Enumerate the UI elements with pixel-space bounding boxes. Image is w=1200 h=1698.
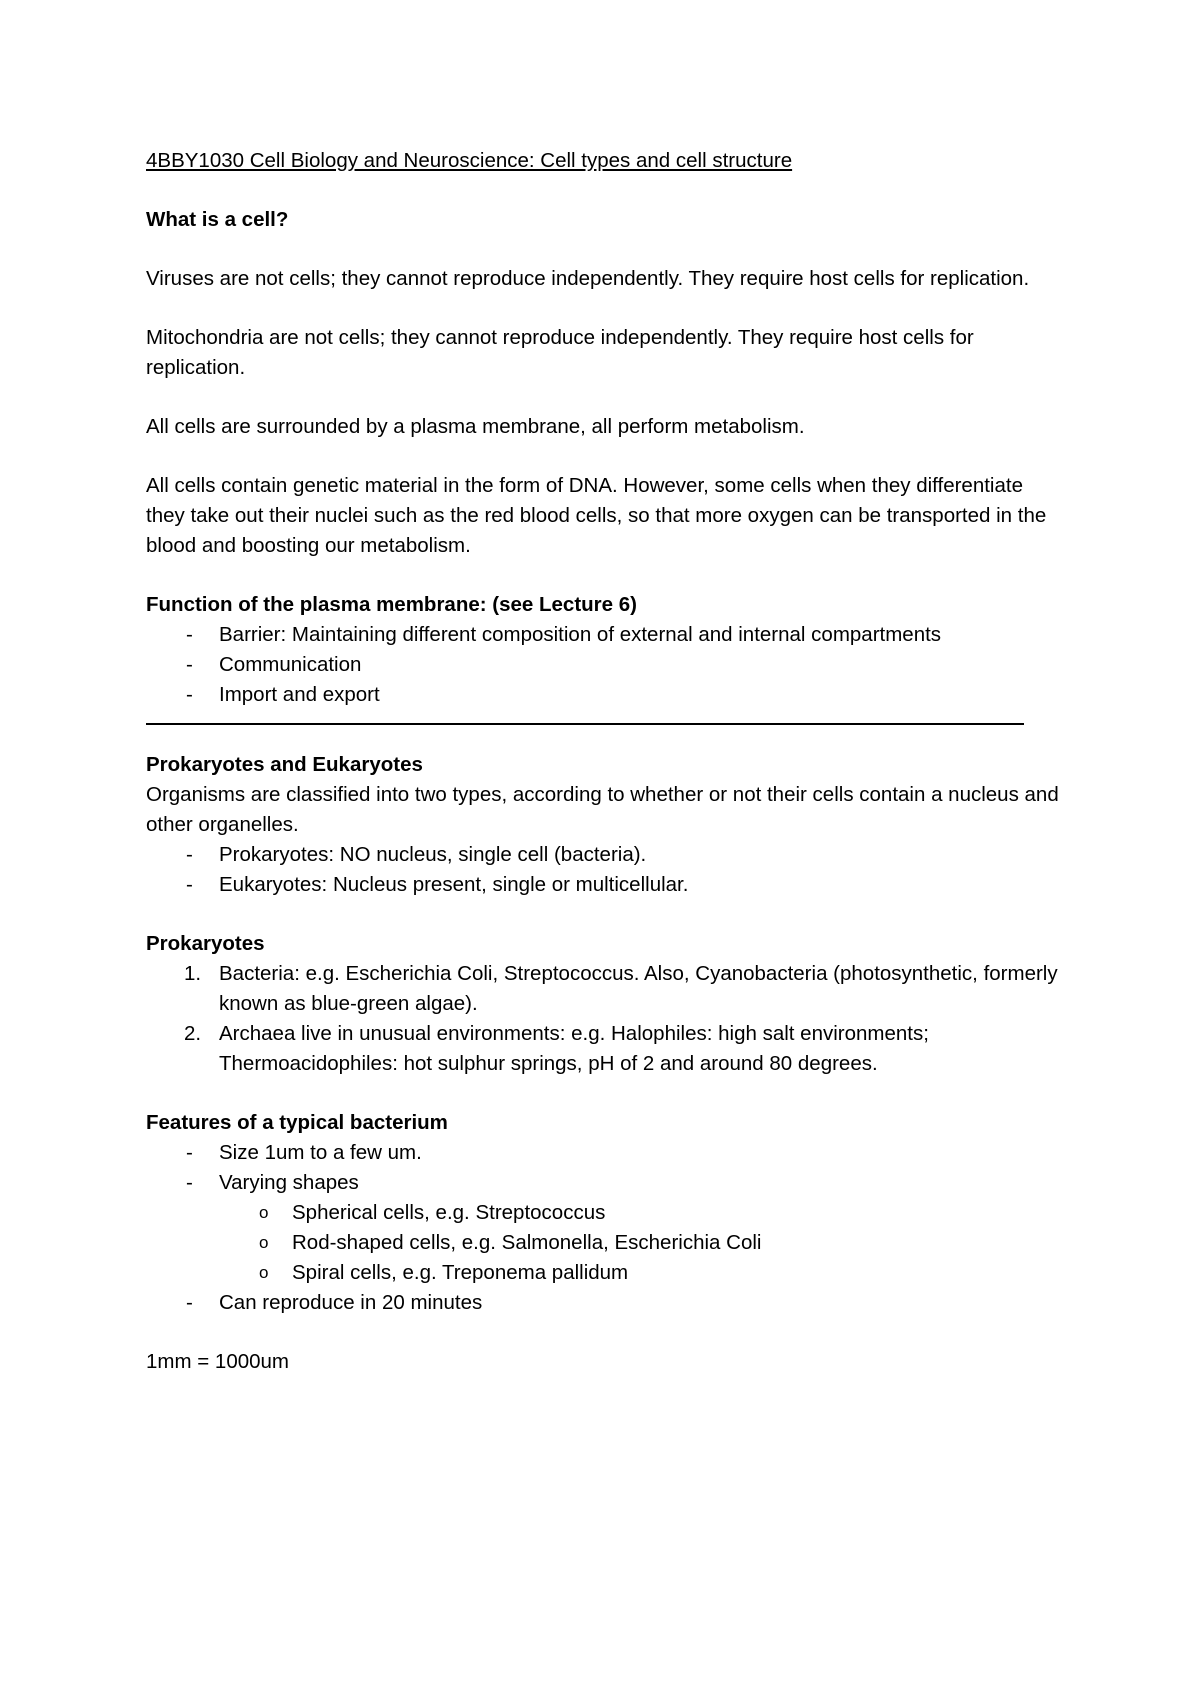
number-marker: 2. xyxy=(184,1022,202,1045)
prokaryotes-list xyxy=(146,959,1066,1079)
list-item-text: Spherical cells, e.g. Streptococcus xyxy=(292,1201,606,1224)
list-item-text: Size 1um to a few um. xyxy=(219,1141,422,1164)
dash-bullet: - xyxy=(186,1291,193,1314)
classification-list xyxy=(146,840,1066,900)
dash-bullet: - xyxy=(186,683,193,706)
section-heading-what-is-a-cell: What is a cell? xyxy=(146,208,289,231)
list-item-text: Barrier: Maintaining different composition of external and internal compartments xyxy=(219,623,942,646)
shapes-sublist xyxy=(219,1198,1066,1288)
list-item-text: Rod-shaped cells, e.g. Salmonella, Escherichia Coli xyxy=(292,1231,762,1254)
dash-bullet: - xyxy=(186,653,193,676)
paragraph-mitochondria: Mitochondria are not cells; they cannot reproduce independently. They require host cells for replication. xyxy=(146,326,974,379)
list-item xyxy=(146,680,1066,710)
document-page xyxy=(146,146,1066,1377)
list-item xyxy=(146,650,1066,680)
list-item-text: Bacteria: e.g. Escherichia Coli, Streptococcus. Also, Cyanobacteria (photosynthetic, formerly known as blue-green algae). xyxy=(219,962,1058,1015)
number-marker: 1. xyxy=(184,962,202,985)
dash-bullet: - xyxy=(186,873,193,896)
list-item-text: Eukaryotes: Nucleus present, single or multicellular. xyxy=(219,873,689,896)
list-item xyxy=(146,959,1066,1019)
list-item-text: Spiral cells, e.g. Treponema pallidum xyxy=(292,1261,629,1284)
sublist-item xyxy=(219,1258,1066,1288)
section-heading-prokaryotes-eukaryotes: Prokaryotes and Eukaryotes xyxy=(146,753,423,776)
dash-bullet: - xyxy=(186,623,193,646)
list-item-text: Can reproduce in 20 minutes xyxy=(219,1291,483,1314)
list-item xyxy=(146,620,1066,650)
document-title: 4BBY1030 Cell Biology and Neuroscience: Cell types and cell structure xyxy=(146,149,793,172)
unit-note: 1mm = 1000um xyxy=(146,1350,289,1373)
sublist-item xyxy=(219,1198,1066,1228)
circle-bullet: o xyxy=(259,1203,269,1222)
list-item-text: Archaea live in unusual environments: e.g. Halophiles: high salt environments; Thermoacidophiles: hot sulphur springs, pH of 2 and around 80 degrees. xyxy=(219,1022,929,1075)
paragraph-viruses: Viruses are not cells; they cannot reproduce independently. They require host cells for replication. xyxy=(146,267,1030,290)
list-item xyxy=(146,840,1066,870)
circle-bullet: o xyxy=(259,1263,269,1282)
dash-bullet: - xyxy=(186,843,193,866)
section-heading-bacterium-features: Features of a typical bacterium xyxy=(146,1111,448,1134)
list-item xyxy=(146,870,1066,900)
list-item xyxy=(146,1019,1066,1079)
list-item xyxy=(146,1138,1066,1168)
list-item-text: Communication xyxy=(219,653,362,676)
plasma-membrane-list xyxy=(146,620,1066,710)
paragraph-plasma-membrane: All cells are surrounded by a plasma membrane, all perform metabolism. xyxy=(146,415,805,438)
list-item-text: Prokaryotes: NO nucleus, single cell (bacteria). xyxy=(219,843,647,866)
list-item xyxy=(146,1168,1066,1288)
dash-bullet: - xyxy=(186,1171,193,1194)
list-item-text: Import and export xyxy=(219,683,380,706)
circle-bullet: o xyxy=(259,1233,269,1252)
section-heading-prokaryotes: Prokaryotes xyxy=(146,932,265,955)
dash-bullet: - xyxy=(186,1141,193,1164)
sublist-item xyxy=(219,1228,1066,1258)
section-heading-plasma-membrane: Function of the plasma membrane: (see Lecture 6) xyxy=(146,593,637,616)
list-item xyxy=(146,1288,1066,1318)
horizontal-divider xyxy=(146,723,1024,725)
bacterium-features-list xyxy=(146,1138,1066,1318)
paragraph-dna: All cells contain genetic material in the form of DNA. However, some cells when they differentiate they take out their nuclei such as the red blood cells, so that more oxygen can be transported in the blood and boosting our metabolism. xyxy=(146,474,1047,557)
list-item-text: Varying shapes xyxy=(219,1171,359,1194)
paragraph-classification: Organisms are classified into two types, according to whether or not their cells contain a nucleus and other organelles. xyxy=(146,783,1059,836)
